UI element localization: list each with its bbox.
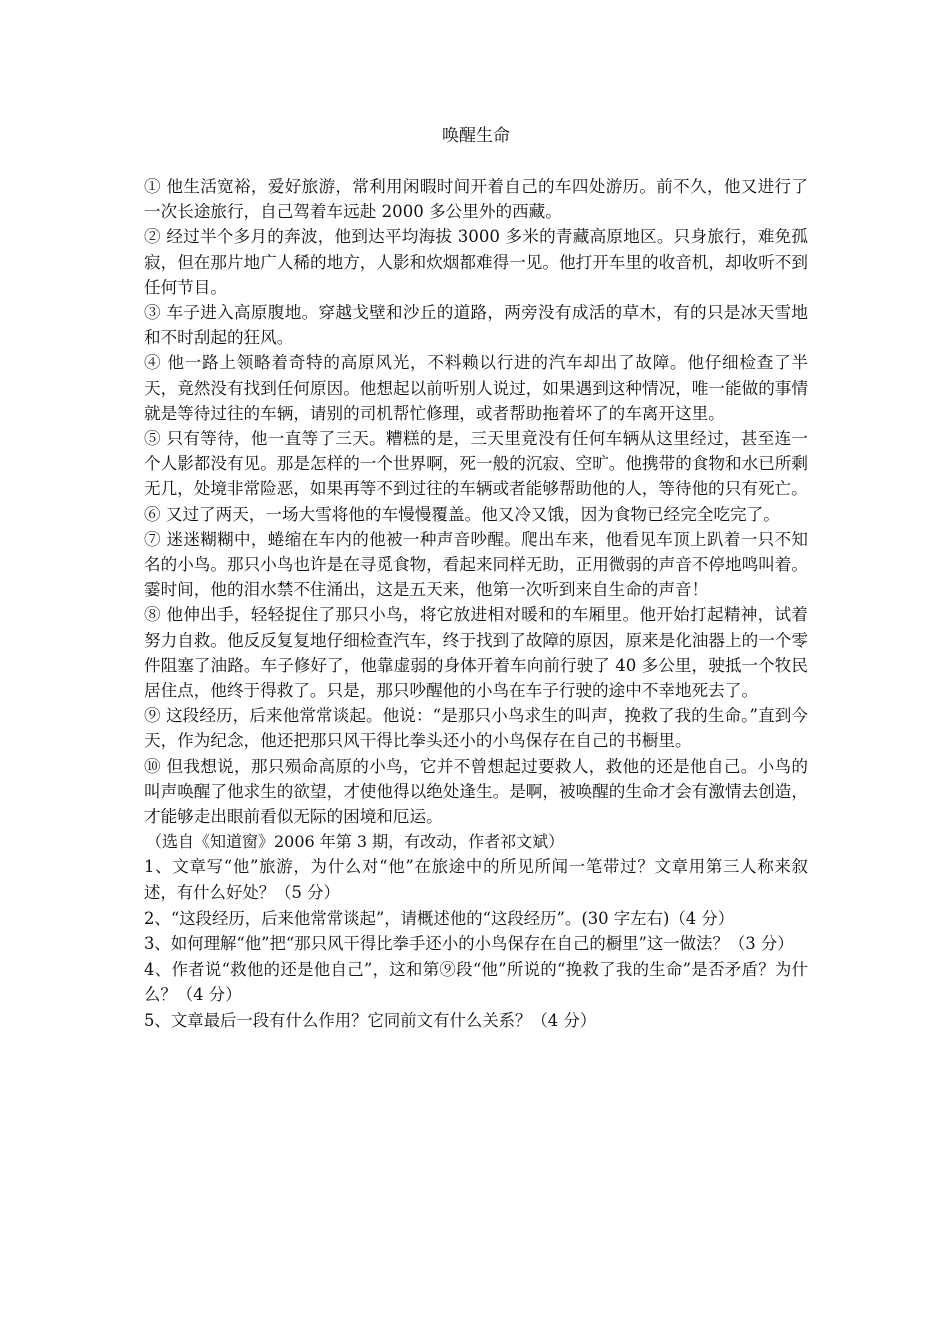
- paragraph-1: ① 他生活宽裕，爱好旅游，常利用闲暇时间开着自己的车四处游历。前不久，他又进行了一次长途旅行，自己驾着车远赴 2000 多公里外的西藏。: [144, 177, 808, 222]
- question-3: 3、如何理解“他”把“那只风干得比拳手还小的小鸟保存在自己的橱里”这一做法？（3 分）: [144, 934, 794, 954]
- question-2: 2、“这段经历，后来他常常谈起”，请概述他的“这段经历”。(30 字左右)（4 分）: [144, 908, 735, 928]
- article-body: [144, 174, 808, 829]
- question-4: 4、作者说“救他的还是他自己”，这和第⑨段“他”所说的“挽救了我的生命”是否矛盾？为什么？（4 分）: [144, 959, 808, 1005]
- paragraph-5: ⑤ 只有等待，他一直等了三天。糟糕的是，三天里竟没有任何车辆从这里经过，甚至连一个人影都没有见。那是怎样的一个世界啊，死一般的沉寂、空旷。他携带的食物和水已所剩无几，处境非常险恶，如果再等不到过往的车辆或者能够帮助他的人，等待他的只有死亡。: [144, 429, 808, 499]
- question-list: [144, 854, 808, 1033]
- paragraph-8: ⑧ 他伸出手，轻轻捉住了那只小鸟，将它放进相对暖和的车厢里。他开始打起精神，试着努力自救。他反反复复地仔细检查汽车，终于找到了故障的原因，原来是化油器上的一个零件阻塞了油路。车子修好了，他靠虚弱的身体开着车向前行驶了 40 多公里，驶抵一个牧民居住点，他终于得救了。只是，那只吵醒他的小鸟在车子行驶的途中不幸地死去了。: [144, 605, 808, 701]
- question-1: 1、文章写“他”旅游，为什么对“他”在旅途中的所见所闻一笔带过？文章用第三人称来叙述，有什么好处？（5 分）: [144, 857, 808, 903]
- document-page: [144, 124, 808, 1034]
- paragraph-3: ③ 车子进入高原腹地。穿越戈壁和沙丘的道路，两旁没有成活的草木，有的只是冰天雪地和不时刮起的狂风。: [144, 303, 808, 348]
- paragraph-10: ⑩ 但我想说，那只殒命高原的小鸟，它并不曾想起过要救人，救他的还是他自己。小鸟的叫声唤醒了他求生的欲望，才使他得以绝处逢生。是啊，被唤醒的生命才会有激情去创造，才能够走出眼前看似无际的困境和厄运。: [144, 756, 808, 827]
- paragraph-7: ⑦ 迷迷糊糊中，蜷缩在车内的他被一种声音吵醒。爬出车来，他看见车顶上趴着一只不知名的小鸟。那只小鸟也许是在寻觅食物，看起来同样无助，正用微弱的声音不停地鸣叫着。霎时间，他的泪水禁不住涌出，这是五天来，他第一次听到来自生命的声音！: [144, 529, 808, 600]
- paragraph-6: ⑥ 又过了两天，一场大雪将他的车慢慢覆盖。他又冷又饿，因为食物已经完全吃完了。: [144, 504, 780, 524]
- article-title: 唤醒生命: [442, 126, 510, 146]
- paragraph-4: ④ 他一路上领略着奇特的高原风光，不料赖以行进的汽车却出了故障。他仔细检查了半天，竟然没有找到任何原因。他想起以前听别人说过，如果遇到这种情况，唯一能做的事情就是等待过往的车辆，请别的司机帮忙修理，或者帮助拖着坏了的车离开这里。: [144, 353, 808, 423]
- question-5: 5、文章最后一段有什么作用？它同前文有什么关系？（4 分）: [144, 1011, 597, 1031]
- paragraph-2: ② 经过半个多月的奔波，他到达平均海拔 3000 多米的青藏高原地区。只身旅行，难免孤寂，但在那片地广人稀的地方，人影和炊烟都难得一见。他打开车里的收音机，却收听不到任何节目。: [144, 227, 808, 297]
- paragraph-9: ⑨ 这段经历，后来他常常谈起。他说：“是那只小鸟求生的叫声，挽救了我的生命。”直到今天，作为纪念，他还把那只风干得比拳头还小的小鸟保存在自己的书橱里。: [144, 706, 808, 751]
- source-citation: （选自《知道窗》2006 年第 3 期，有改动，作者祁文斌）: [146, 832, 565, 852]
